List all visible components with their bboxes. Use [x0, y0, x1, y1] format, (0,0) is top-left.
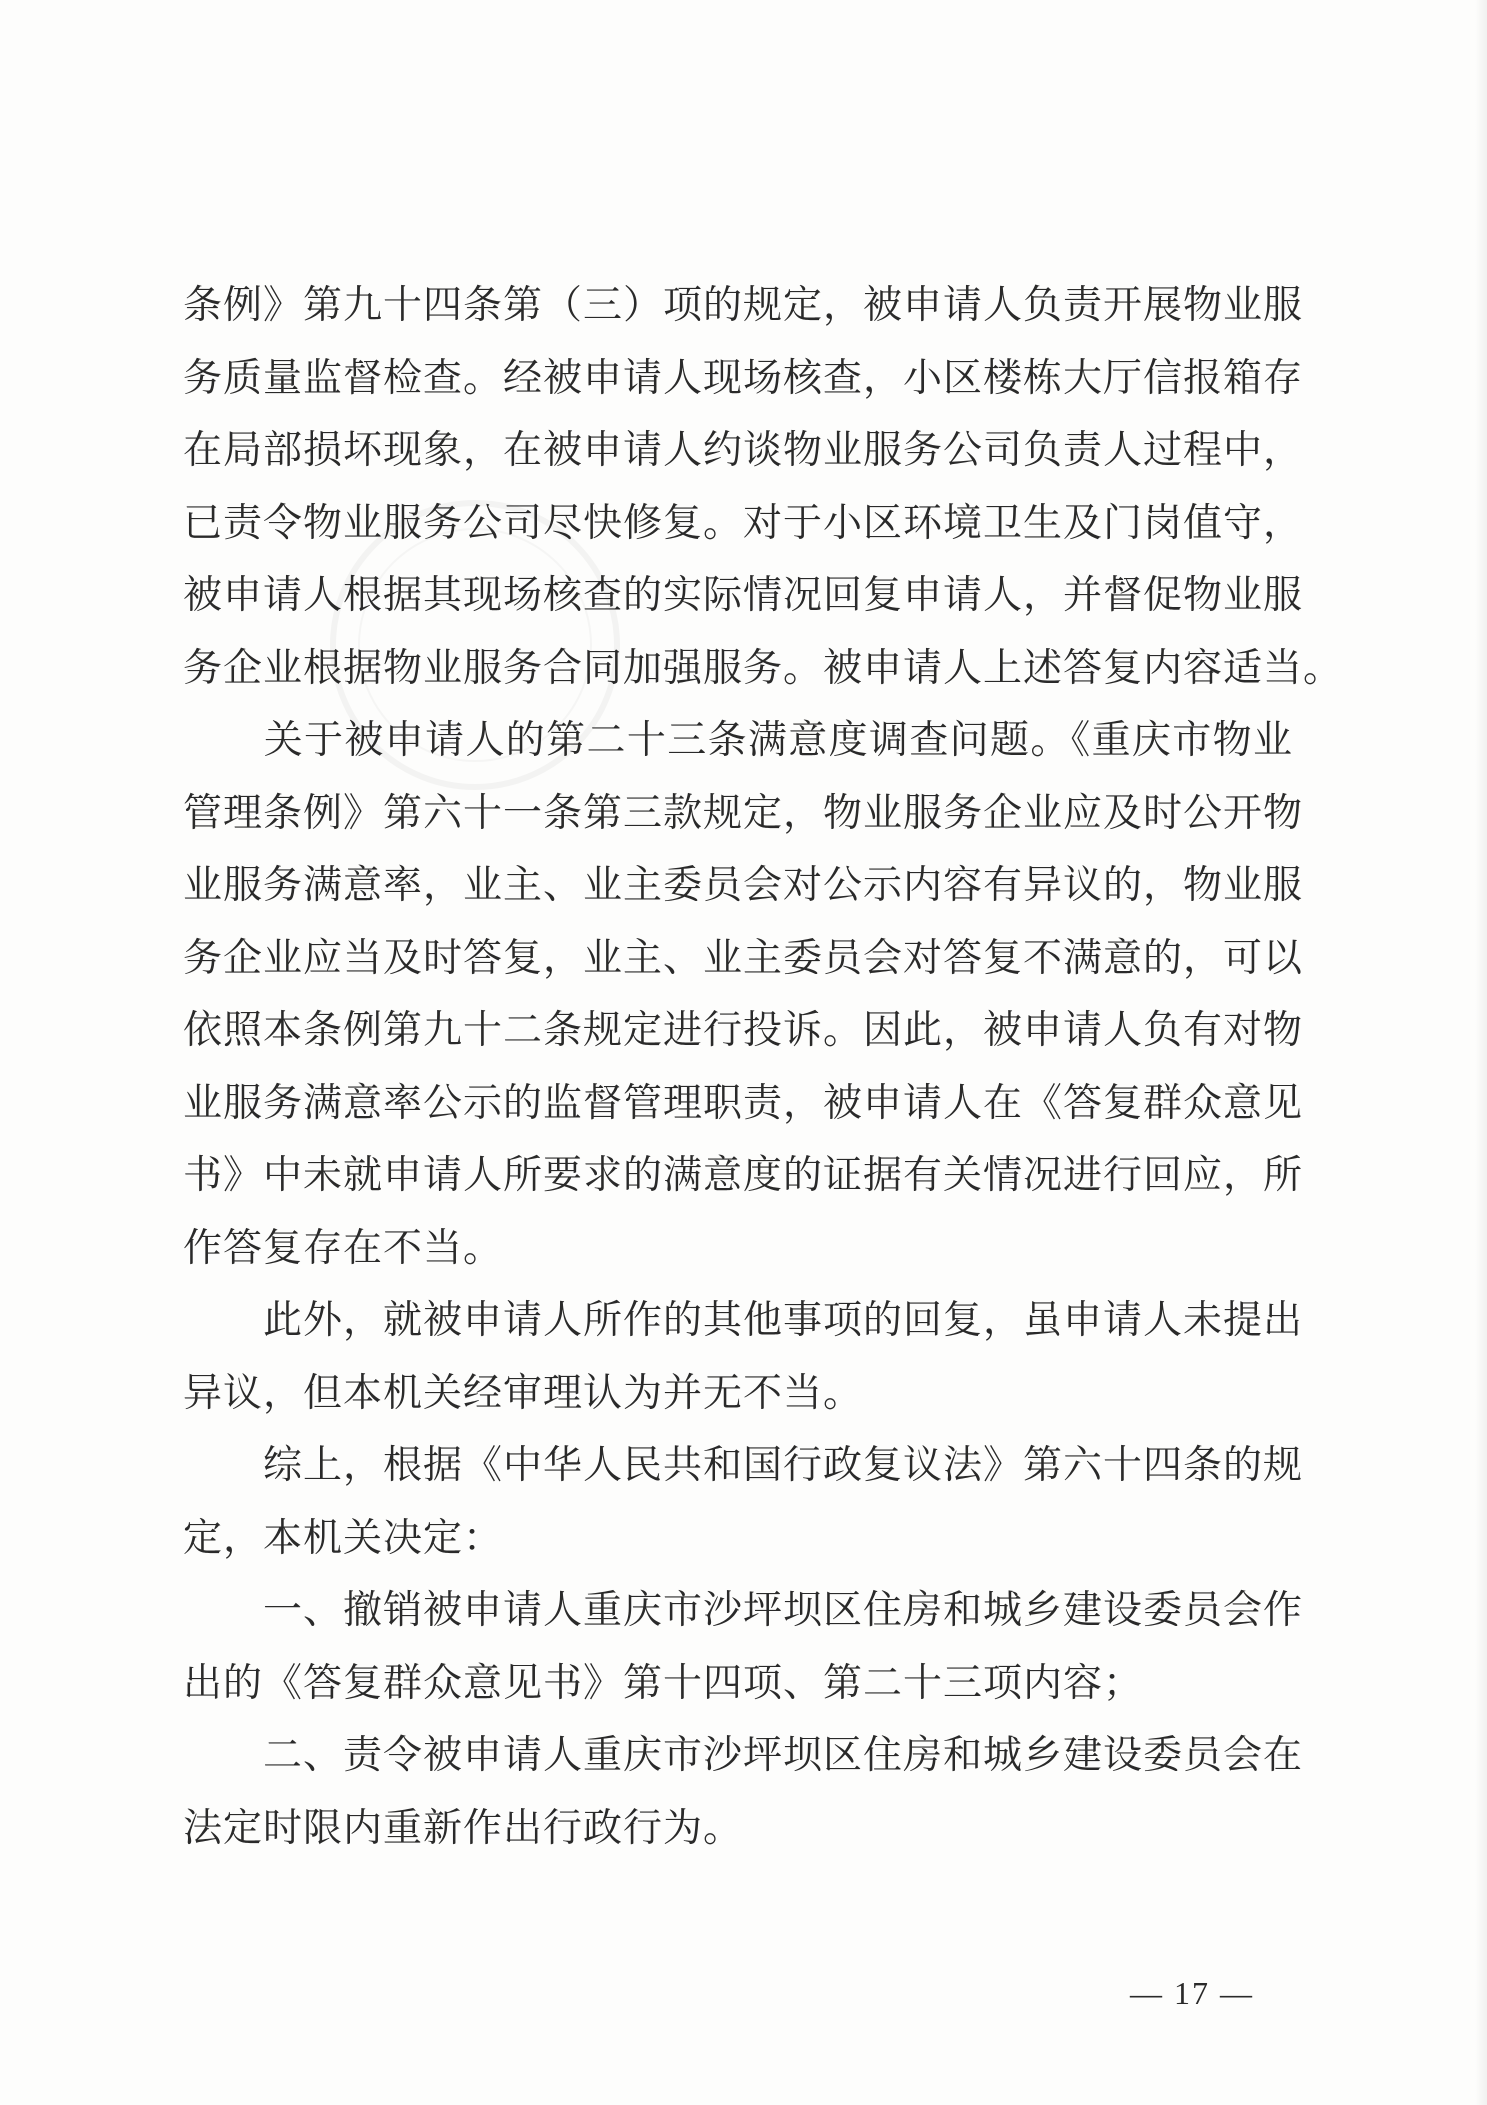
text-line: 定，本机关决定：: [183, 1515, 504, 1561]
text-line: 此外，就被申请人所作的其他事项的回复，虽申请人未提出: [183, 1298, 1304, 1343]
text-line: 务企业应当及时答复，业主、业主委员会对答复不满意的，可以: [183, 935, 1304, 981]
text-line: 被申请人根据其现场核查的实际情况回复申请人，并督促物业服: [183, 573, 1304, 618]
text-line: 出的《答复群众意见书》第十四项、第二十三项内容；: [183, 1660, 1144, 1706]
text-line: 异议，但本机关经审理认为并无不当。: [183, 1370, 864, 1416]
page-edge-shadow: [1475, 0, 1487, 2105]
text-line: 作答复存在不当。: [183, 1225, 504, 1271]
text-line: 依照本条例第九十二条规定进行投诉。因此，被申请人负有对物: [183, 1008, 1304, 1053]
text-line: 法定时限内重新作出行政行为。: [183, 1805, 744, 1851]
text-line: 二、责令被申请人重庆市沙坪坝区住房和城乡建设委员会在: [183, 1733, 1304, 1778]
page-number: — 17 —: [1130, 1975, 1254, 2011]
text-line: 管理条例》第六十一条第三款规定，物业服务企业应及时公开物: [183, 790, 1304, 836]
text-line: 条例》第九十四条第（三）项的规定，被申请人负责开展物业服: [183, 283, 1304, 328]
text-line: 综上，根据《中华人民共和国行政复议法》第六十四条的规: [183, 1443, 1304, 1488]
text-line: 业服务满意率，业主、业主委员会对公示内容有异议的，物业服: [183, 863, 1304, 908]
text-line: 务质量监督检查。经被申请人现场核查，小区楼栋大厅信报箱存: [183, 355, 1304, 401]
text-line: 书》中未就申请人所要求的满意度的证据有关情况进行回应，所: [183, 1153, 1304, 1198]
text-line: 关于被申请人的第二十三条满意度调查问题。《重庆市物业: [183, 718, 1293, 763]
text-line: 务企业根据物业服务合同加强服务。被申请人上述答复内容适当。: [183, 645, 1344, 691]
text-line: 一、撤销被申请人重庆市沙坪坝区住房和城乡建设委员会作: [183, 1588, 1304, 1633]
text-line: 业服务满意率公示的监督管理职责，被申请人在《答复群众意见: [183, 1080, 1304, 1126]
text-line: 已责令物业服务公司尽快修复。对于小区环境卫生及门岗值守，: [183, 500, 1304, 546]
document-body: [183, 270, 1344, 1865]
text-line: 在局部损坏现象，在被申请人约谈物业服务公司负责人过程中，: [183, 428, 1304, 473]
